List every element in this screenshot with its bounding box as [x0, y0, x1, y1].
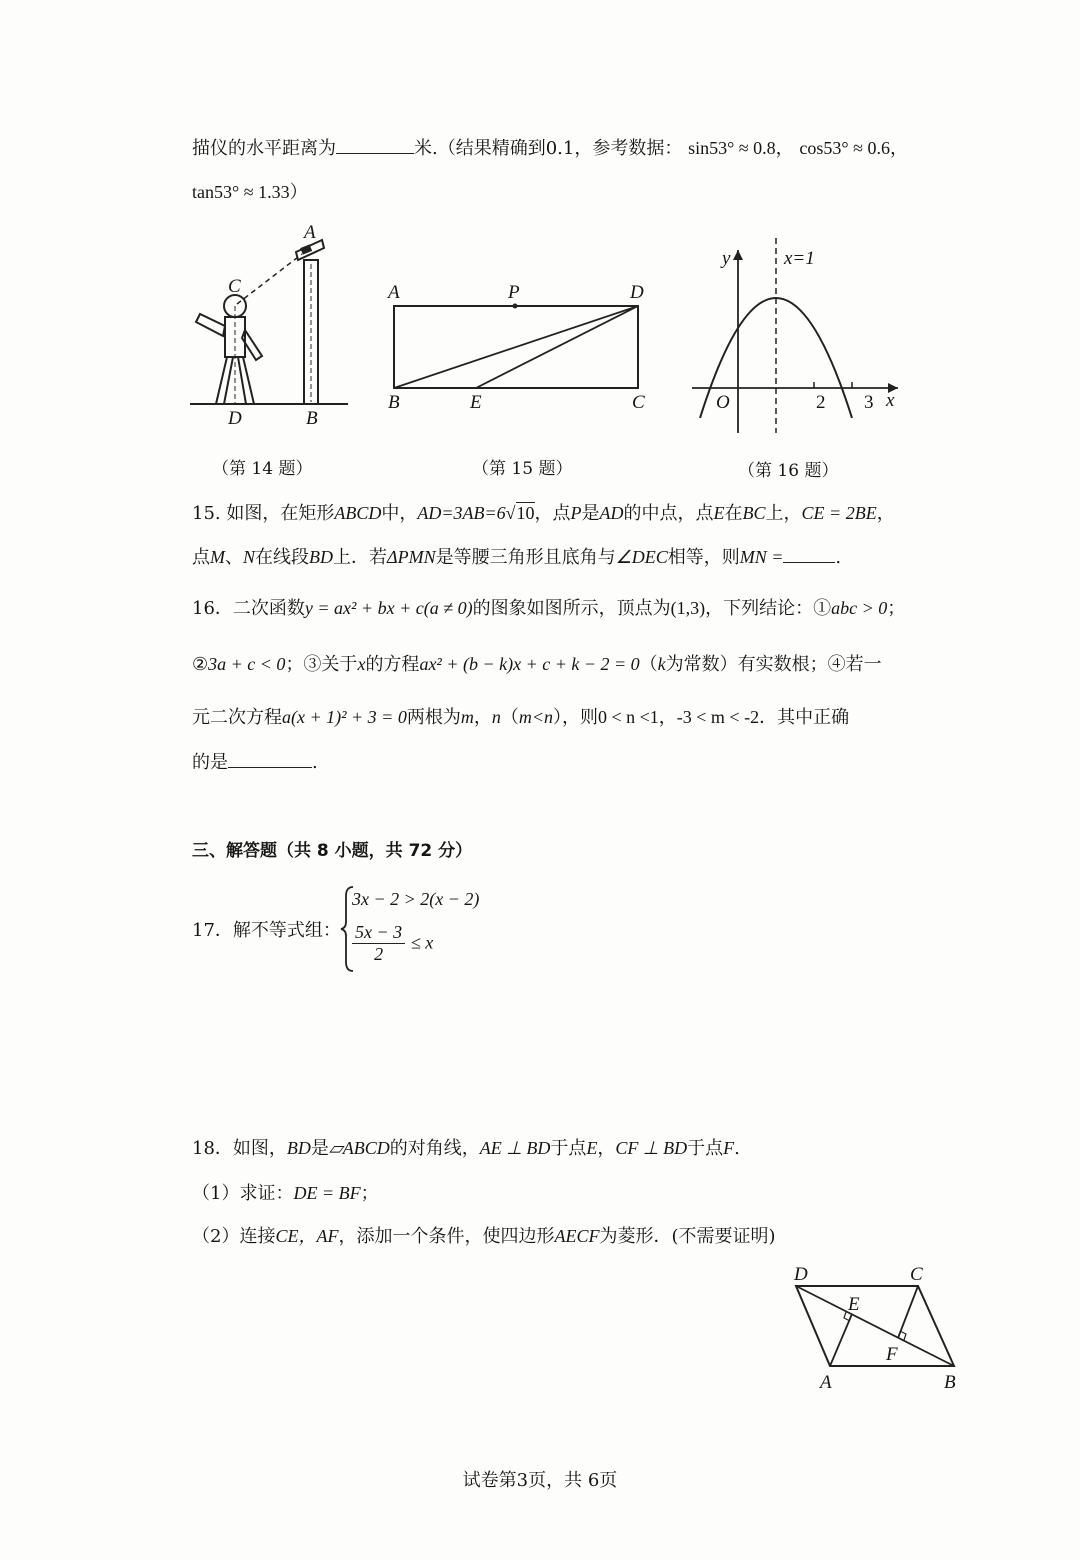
- answer-blank[interactable]: [783, 544, 835, 563]
- label-E: E: [470, 392, 482, 413]
- label-C: C: [910, 1264, 923, 1285]
- figure-16: [686, 228, 908, 440]
- q18-part-2: （2）连接CE，AF，添加一个条件，使四边形AECF为菱形．(不需要证明): [192, 1226, 776, 1247]
- answer-blank[interactable]: [228, 749, 312, 768]
- q14-continuation-line: [192, 134, 908, 160]
- label-E: E: [848, 1294, 860, 1315]
- tan-value: tan53° ≈ 1.33）: [192, 182, 308, 202]
- label-D: D: [630, 282, 644, 303]
- q18-line-1: 18．如图，BD是▱ABCD的对角线，AE ⊥ BD于点E，CF ⊥ BD于点F.: [192, 1138, 740, 1159]
- inequality-1: 3x − 2 > 2(x − 2): [352, 889, 480, 909]
- label-P: P: [508, 282, 520, 303]
- label-C: C: [632, 392, 645, 413]
- label-B: B: [388, 392, 400, 413]
- sin-value: sin53° ≈ 0.8，: [688, 138, 794, 158]
- label-B: B: [306, 408, 318, 429]
- q16-line-3: 元二次方程a(x + 1)² + 3 = 0两根为m，n（m<n），则0 < n <1，-3 < m < -2．其中正确: [192, 707, 850, 728]
- label-A: A: [820, 1372, 832, 1393]
- label-D: D: [794, 1264, 808, 1285]
- q14-text: 米.（结果精确到0.1，参考数据：: [414, 138, 683, 159]
- q14-tan-line: [192, 178, 308, 204]
- q15-line-1: 15. 如图，在矩形ABCD中，AD=3AB=6√10，点P是AD的中点，点E在BC上，CE = 2BE，: [192, 503, 895, 524]
- label-A: A: [388, 282, 400, 303]
- label-O: O: [716, 392, 730, 413]
- q18-part-1: （1）求证：DE = BF；: [192, 1183, 379, 1204]
- label-F: F: [886, 1344, 898, 1365]
- q16-line-1: 16．二次函数y = ax² + bx + c(a ≠ 0)的图象如图所示，顶点为(1,3)，下列结论：①abc > 0；: [192, 598, 906, 619]
- figure-14-caption: （第 14 题）: [212, 459, 313, 479]
- q14-text: 描仪的水平距离为: [192, 138, 336, 159]
- fraction: $\frac{5x - 3}{2}$: [352, 922, 405, 965]
- label-C: C: [228, 276, 241, 297]
- tick-3: 3: [864, 392, 874, 413]
- q17-label: 17．解不等式组：: [192, 920, 341, 941]
- inequality-2: $\frac{5x - 3}{2}$ ≤ x: [352, 922, 433, 965]
- section-3-heading: 三、解答题（共 8 小题，共 72 分）: [192, 841, 473, 861]
- cos-value: cos53° ≈ 0.6，: [799, 138, 908, 158]
- answer-blank[interactable]: [336, 135, 414, 154]
- figure-16-caption: （第 16 题）: [738, 461, 839, 481]
- figure-14: [186, 218, 356, 430]
- q15-line-2: 点M、N在线段BD上．若ΔPMN是等腰三角形且底角与∠DEC相等，则MN = .: [192, 543, 841, 569]
- label-x-equals-1: x=1: [784, 248, 815, 269]
- label-y: y: [722, 248, 731, 269]
- q16-line-4: 的是 .: [192, 748, 318, 774]
- label-D: D: [228, 408, 242, 429]
- figure-15: [384, 276, 660, 422]
- label-x: x: [886, 390, 895, 411]
- page-footer: 试卷第3页，共 6页: [462, 1470, 618, 1491]
- label-B: B: [944, 1372, 956, 1393]
- tick-2: 2: [816, 392, 826, 413]
- figure-15-caption: （第 15 题）: [472, 459, 573, 479]
- label-A: A: [304, 222, 316, 243]
- q16-line-2: ②3a + c < 0；③关于x的方程ax² + (b − k)x + c + k − 2 = 0（k为常数）有实数根；④若一: [192, 654, 882, 675]
- figure-18: [784, 1262, 964, 1398]
